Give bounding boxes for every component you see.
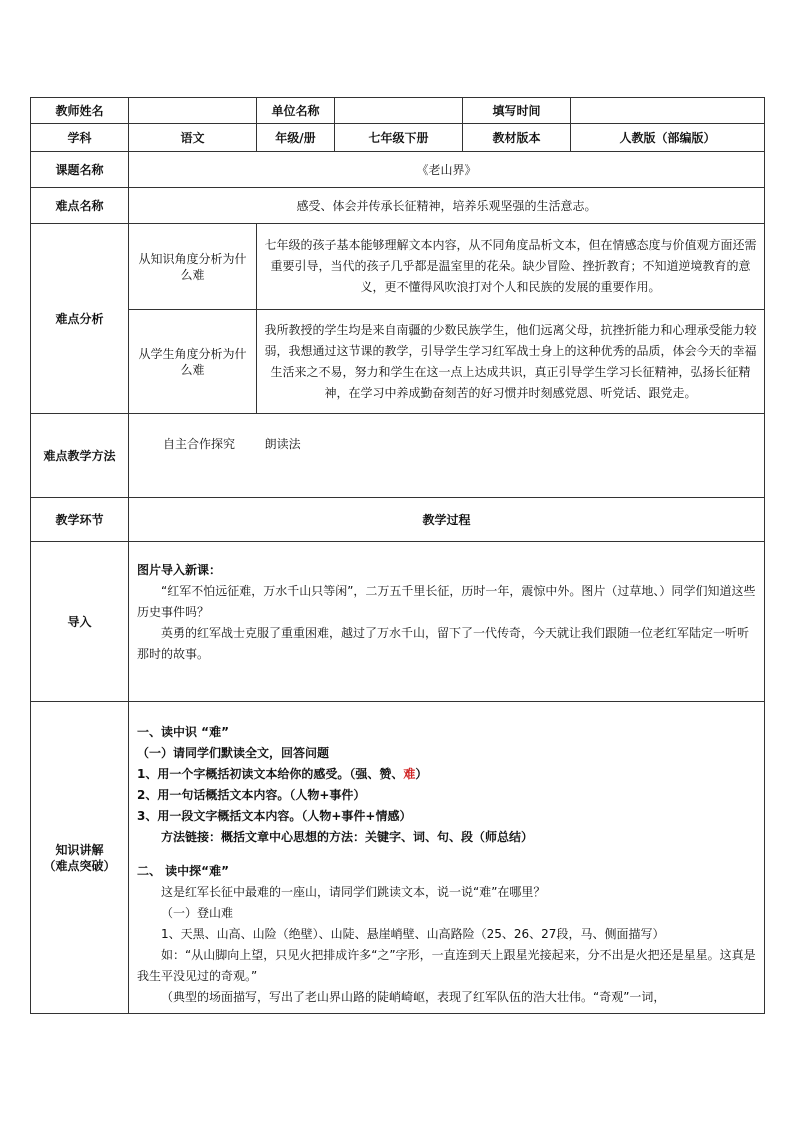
question-2: 2、用一句话概括文本内容。（人物+事件） (137, 788, 366, 802)
subject-label: 学科 (31, 124, 129, 152)
intro-paragraph-2: 英勇的红军战士克服了重重困难，越过了万水千山，留下了一代传奇，今天就让我们跟随一位老红军陆定一听听那时的故事。 (137, 626, 750, 661)
analysis-label: 难点分析 (31, 224, 129, 414)
lesson-title-label: 课题名称 (31, 152, 129, 188)
item-1: 1、天黑、山高、山险（绝壁）、山陡、悬崖峭壁、山高路险（25、26、27段，马、侧面描写） (161, 927, 665, 941)
knowledge-label: 知识讲解 (55, 842, 104, 857)
knowledge-sublabel: （难点突破） (43, 858, 116, 873)
question-1 (137, 764, 758, 785)
knowledge-angle-label: 从知识角度分析为什么难 (129, 224, 257, 310)
question-1-suffix: ） (415, 767, 428, 781)
teacher-label: 教师姓名 (31, 98, 129, 124)
section-2-intro: 这是红军长征中最难的一座山，请同学们跳读文本，说一说“难”在哪里？ (161, 885, 546, 899)
section-2-subtitle: （一）登山难 (161, 906, 234, 920)
date-value[interactable] (571, 98, 765, 124)
edition-label: 教材版本 (463, 124, 571, 152)
method-label: 难点教学方法 (31, 414, 129, 498)
knowledge-content (129, 702, 765, 1014)
stage-label: 教学环节 (31, 498, 129, 542)
student-angle-text: 我所教授的学生均是来自南疆的少数民族学生，他们远离父母，抗挫折能力和心理承受能力较弱，我想通过这节课的教学，引导学生学习红军战士身上的这种优秀的品质，体会今天的幸福生活来之不易，努力和学生在这一点上达成共识，真正引导学生学习长征精神，弘扬长征精神，在学习中养成勤奋刻苦的好习惯并时刻感党恩、听党话、跟党走。 (257, 310, 765, 414)
analysis-row-student (31, 310, 765, 414)
student-angle-label: 从学生角度分析为什么难 (129, 310, 257, 414)
knowledge-row (31, 702, 765, 1014)
process-header-row (31, 498, 765, 542)
method-row (31, 414, 765, 498)
method-value-1: 自主合作探究 (163, 437, 236, 451)
title-row (31, 152, 765, 188)
method-cell (129, 414, 765, 498)
method-value-2: 朗读法 (264, 437, 301, 451)
header-row (31, 98, 765, 124)
unit-label: 单位名称 (257, 98, 335, 124)
grade-value: 七年级下册 (335, 124, 463, 152)
intro-content (129, 542, 765, 702)
edition-value: 人教版（部编版） (571, 124, 765, 152)
subject-row (31, 124, 765, 152)
difficulty-value: 感受、体会并传承长征精神，培养乐观坚强的生活意志。 (129, 188, 765, 224)
process-label: 教学过程 (129, 498, 765, 542)
intro-label: 导入 (31, 542, 129, 702)
example-quote: 如：“从山脚向上望，只见火把排成许多“之”字形，一直连到天上跟星光接起来，分不出是火把还是星星。这真是我生平没见过的奇观。” (137, 948, 756, 983)
question-1-prefix: 1、用一个字概括初读文本给你的感受。（强、赞、 (137, 767, 404, 781)
difficulty-label: 难点名称 (31, 188, 129, 224)
question-3: 3、用一段文字概括文本内容。（人物+事件+情感） (137, 809, 412, 823)
question-1-highlight: 难 (403, 767, 416, 781)
knowledge-label-cell (31, 702, 129, 1014)
grade-label: 年级/册 (257, 124, 335, 152)
date-label: 填写时间 (463, 98, 571, 124)
difficulty-row (31, 188, 765, 224)
section-2-title: 二、 读中探“难” (137, 864, 229, 878)
analysis-note: （典型的场面描写，写出了老山界山路的陡峭崎岖，表现了红军队伍的浩大壮伟。“奇观”一词， (161, 990, 666, 1004)
unit-value[interactable] (335, 98, 463, 124)
section-1-subtitle: （一）请同学们默读全文，回答问题 (137, 746, 330, 760)
knowledge-angle-text: 七年级的孩子基本能够理解文本内容，从不同角度品析文本，但在情感态度与价值观方面还需重要引导，当代的孩子几乎都是温室里的花朵。缺少冒险、挫折教育；不知道逆境教育的意义，更不懂得风吹浪打对个人和民族的发展的重要作用。 (257, 224, 765, 310)
lesson-plan-table (30, 97, 765, 1014)
analysis-row-knowledge (31, 224, 765, 310)
method-note: 方法链接：概括文章中心思想的方法：关键字、词、句、段（师总结） (161, 830, 534, 844)
section-1-title: 一、读中识 “难” (137, 725, 229, 739)
intro-row (31, 542, 765, 702)
subject-value: 语文 (129, 124, 257, 152)
lesson-title-value: 《老山界》 (129, 152, 765, 188)
intro-heading: 图片导入新课： (137, 563, 222, 577)
intro-paragraph-1: “红军不怕远征难，万水千山只等闲”，二万五千里长征，历时一年，震惊中外。图片（过草地、）同学们知道这些历史事件吗？ (137, 584, 756, 619)
teacher-value[interactable] (129, 98, 257, 124)
